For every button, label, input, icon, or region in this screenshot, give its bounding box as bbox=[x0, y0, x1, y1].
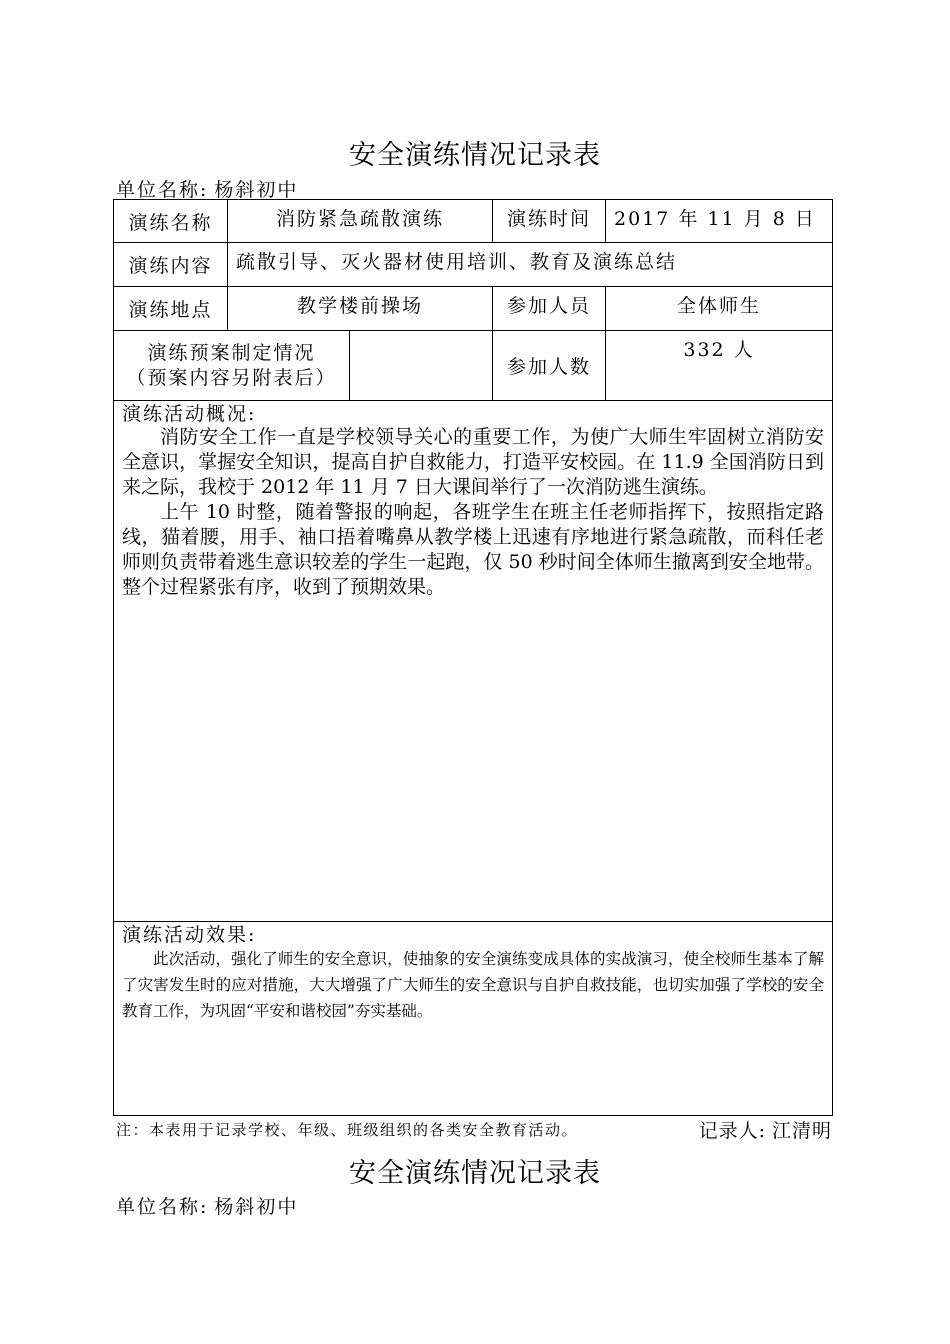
plan-value bbox=[350, 331, 493, 401]
page-title: 安全演练情况记录表 bbox=[349, 140, 601, 171]
page2-unit-name-label: 单位名称: bbox=[116, 1196, 209, 1218]
drill-location-label: 演练地点 bbox=[114, 287, 228, 331]
plan-label bbox=[114, 331, 350, 401]
page2-title: 安全演练情况记录表 bbox=[349, 1158, 601, 1189]
page2-unit-name bbox=[116, 1192, 298, 1219]
overview-section bbox=[114, 401, 833, 922]
drill-content-value: 疏散引导、灭火器材使用培训、教育及演练总结 bbox=[228, 243, 833, 287]
effect-paragraph-1: 此次活动，强化了师生的安全意识，使抽象的安全演练变成具体的实战演习，使全校师生基本了解了灾害发生时的应对措施，大大增强了广大师生的安全意识与自护自救技能，也切实加强了学校的安全教育工作，为巩固“平安和谐校园”夯实基础。 bbox=[122, 950, 825, 1020]
participant-count-value: 332 人 bbox=[606, 331, 833, 401]
drill-name-value: 消防紧急疏散演练 bbox=[228, 200, 493, 243]
drill-name-label: 演练名称 bbox=[114, 200, 228, 243]
footer-note: 注：本表用于记录学校、年级、班级组织的各类安全教育活动。 bbox=[116, 1121, 579, 1139]
participants-label: 参加人员 bbox=[493, 287, 606, 331]
plan-label-line2: （预案内容另附表后） bbox=[126, 366, 337, 389]
unit-name-label: 单位名称: bbox=[116, 179, 209, 201]
recorder-value: 江清明 bbox=[771, 1120, 832, 1142]
participants-value: 全体师生 bbox=[606, 287, 833, 331]
unit-name-value: 杨斜初中 bbox=[214, 179, 299, 201]
recorder-label: 记录人: bbox=[698, 1120, 766, 1142]
drill-content-label: 演练内容 bbox=[114, 243, 228, 287]
recorder bbox=[699, 1116, 832, 1143]
overview-label: 演练活动概况: bbox=[122, 403, 257, 425]
drill-record-table bbox=[113, 199, 833, 1116]
drill-location-value: 教学楼前操场 bbox=[228, 287, 493, 331]
overview-paragraph-1: 消防安全工作一直是学校领导关心的重要工作，为使广大师生牢固树立消防安全意识，掌握安全知识，提高自护自救能力，打造平安校园。在 11.9 全国消防日到来之际，我校于 2012 年 11 月 7 日大课间举行了一次消防逃生演练。 bbox=[122, 426, 825, 498]
effect-label: 演练活动效果: bbox=[122, 924, 257, 946]
overview-paragraph-2: 上午 10 时整，随着警报的响起，各班学生在班主任老师指挥下，按照指定路线，猫着腰，用手、袖口捂着嘴鼻从教学楼上迅速有序地进行紧急疏散，而科任老师则负责带着逃生意识较差的学生一起跑，仅 50 秒时间全体师生撤离到安全地带。整个过程紧张有序，收到了预期效果。 bbox=[122, 501, 825, 598]
plan-label-line1: 演练预案制定情况 bbox=[147, 341, 316, 364]
effect-section bbox=[114, 922, 833, 1116]
drill-time-value: 2017 年 11 月 8 日 bbox=[606, 200, 833, 243]
drill-time-label: 演练时间 bbox=[493, 200, 606, 243]
page2-unit-name-value: 杨斜初中 bbox=[214, 1196, 299, 1218]
unit-name bbox=[116, 175, 298, 202]
participant-count-label: 参加人数 bbox=[493, 331, 606, 401]
